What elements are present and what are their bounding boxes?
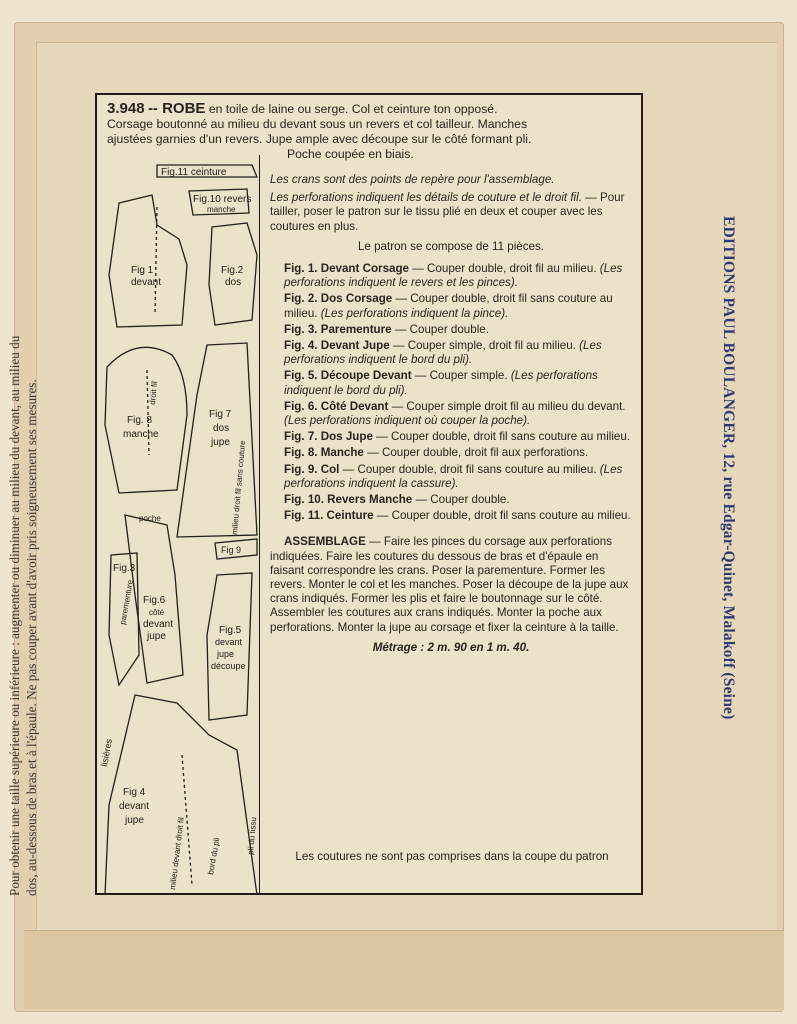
pattern-sheet (95, 93, 643, 895)
fig-text: — Couper simple. (414, 369, 508, 383)
fig-text: — Couper double, droit fil sans couture au milieu. (376, 430, 631, 444)
label-fig6b: côté (149, 608, 165, 617)
fig-item-10 (284, 493, 632, 507)
label-fig8b: manche (123, 429, 159, 440)
metrage: Métrage : 2 m. 90 en 1 m. 40. (372, 640, 530, 654)
size-instructions-line-2: dos, au-dessous de bras et à l'épaule. Ne pas couper avant d'avoir pris soigneusement ses mesures. (24, 379, 39, 896)
header-line-3: ajustées garnies d'un revers. Jupe ample avec découpe sur le côté formant pli. (107, 132, 532, 146)
fig-text: — Couper double. (394, 322, 489, 336)
label-fig8: Fig. 8 (127, 415, 153, 426)
fig-label: Fig. 2. Dos Corsage (284, 292, 393, 306)
assemblage-text: — Faire les pinces du corsage aux perforations indiquées. Faire les coutures du dessous de bras et d'épaule en faisant correspondre les crans. Poser la parementure. Former les revers. Monter le col et les manches. Poser la découpe de la jupe aux crans indiqués. Former les plis et faire le boutonnage sur le côté. Assembler les coutures aux crans indiqués. Monter la poche aux perforations. Monter la jupe au corsage et fixer la ceinture à la taille. (270, 535, 629, 634)
label-milieu-devant: milieu devant droit fil (168, 816, 186, 891)
pattern-header (107, 101, 632, 162)
size-instructions (6, 116, 86, 896)
fig-text: — Couper double, droit fil sans couture au milieu. (284, 292, 613, 320)
header-line-1: en toile de laine ou serge. Col et ceinture ton opposé. (208, 102, 498, 116)
fig-label: Fig. 6. Côté Devant (284, 399, 389, 413)
label-fig4c: jupe (125, 815, 144, 826)
label-poche: poche (139, 514, 161, 523)
fig-item-11 (284, 509, 632, 523)
fig-text: — Couper double, droit fil sans couture au milieu. (376, 509, 631, 523)
fig-note: (Les perforations indiquent le bord du pli). (284, 369, 598, 397)
label-fig7: Fig 7 (209, 409, 232, 420)
fig-text: — Couper simple droit fil au milieu du devant. (391, 399, 626, 413)
fig-label: Fig. 1. Devant Corsage (284, 262, 409, 276)
label-fig10: Fig.10 revers (193, 194, 252, 205)
fig-label: Fig. 7. Dos Jupe (284, 430, 373, 444)
fig-label: Fig. 9. Col (284, 462, 340, 476)
piece-fig1 (109, 195, 187, 327)
label-fig6: Fig.6 (143, 595, 166, 606)
label-bord-pli: bord du pli (206, 836, 222, 876)
label-fig3b: parementure (118, 579, 135, 626)
assemblage-label: ASSEMBLAGE (284, 535, 366, 549)
label-lisieres: lisières (99, 738, 114, 768)
fig-item-7 (284, 430, 632, 444)
pattern-title: -- ROBE (147, 100, 206, 117)
label-fig2b: dos (225, 277, 242, 288)
footer-note: Les coutures ne sont pas comprises dans la coupe du patron (295, 850, 609, 863)
fig-label: Fig. 3. Parementure (284, 322, 392, 336)
intro-italic-2: Les perforations indiquent les détails de couture et le droit fil. (270, 191, 582, 205)
publisher-address: EDITIONS PAUL BOULANGER, 12, rue Edgar-Quinet, Malakoff (Seine) (720, 216, 737, 720)
intro-italic-1: Les crans sont des points de repère pour l'assemblage. (270, 173, 555, 186)
pattern-number: 3.948 (107, 100, 145, 117)
label-fig6d: jupe (147, 631, 166, 642)
label-fig3: Fig.3 (113, 563, 136, 574)
label-milieu-dos: milieu droit fil sans couture (230, 440, 248, 536)
fig-item-1 (284, 262, 632, 290)
fig-note: (Les perforations indiquent le revers et les pinces). (284, 262, 623, 290)
header-line-2: Corsage boutonné au milieu du devant sous un revers et col tailleur. Manches (107, 117, 528, 131)
label-fig5: Fig.5 (219, 625, 242, 636)
label-fig5b: devant (215, 637, 243, 647)
envelope-bottom-fold (24, 930, 784, 1009)
fig-text: — Couper double, droit fil sans couture au milieu. (342, 462, 597, 476)
fig-item-9 (284, 463, 632, 491)
figure-list (270, 262, 632, 523)
label-fig7c: jupe (211, 437, 230, 448)
label-fig5c: jupe (217, 649, 235, 659)
label-droit-fil: droit fil (148, 380, 160, 406)
fig-item-4 (284, 339, 632, 367)
fig-text: — Couper simple, droit fil au milieu. (392, 339, 576, 353)
fig-label: Fig. 10. Revers Manche (284, 493, 413, 507)
fig-item-8 (284, 446, 632, 460)
grain-line-fig8 (147, 370, 149, 455)
pattern-diagram (97, 155, 260, 895)
label-fig6c: devant (143, 619, 174, 630)
fig-item-3 (284, 323, 632, 337)
pieces-count: Le patron se compose de 11 pièces. (357, 239, 545, 253)
fig-label: Fig. 5. Découpe Devant (284, 369, 412, 383)
fig-text: — Couper double, droit fil aux perforations. (367, 446, 589, 460)
fig-note: (Les perforations indiquent où couper la poche). (284, 414, 531, 428)
intro-plain: — Pour tailler, poser le patron sur le tissu plié en deux et couper avec les coutures en plus. (270, 191, 625, 233)
label-fig9: Fig 9 (221, 545, 242, 555)
fig-note: (Les perforations indiquent la pince). (320, 306, 509, 320)
label-fig10b: manche (207, 205, 236, 214)
fig-item-6 (284, 400, 632, 428)
fig-label: Fig. 8. Manche (284, 446, 364, 460)
assemblage-paragraph (270, 535, 632, 634)
header-line-4: Poche coupée en biais. (287, 147, 414, 161)
intro-paragraph (270, 191, 632, 234)
fig-item-2 (284, 292, 632, 320)
label-fig4: Fig 4 (123, 787, 146, 798)
label-fig2: Fig.2 (221, 265, 244, 276)
fig-text: — Couper double. (415, 493, 510, 507)
label-fig4b: devant (119, 801, 150, 812)
instructions (270, 173, 632, 659)
size-instructions-line-1: Pour obtenir une taille supérieure ou inférieure : augmenter ou diminuer au milieu du devant, au milieu du (7, 335, 22, 896)
fig-text: — Couper double, droit fil au milieu. (412, 262, 597, 276)
fig-note: (Les perforations indiquent le bord du pli). (284, 339, 602, 367)
label-fig7b: dos (213, 423, 230, 434)
fig-item-5 (284, 369, 632, 397)
fig-note: (Les perforations indiquent la cassure). (284, 462, 623, 490)
fig-label: Fig. 4. Devant Jupe (284, 339, 390, 353)
pattern-layout-drawing (97, 155, 260, 895)
label-fig1: Fig 1 (131, 265, 154, 276)
label-fig5d: découpe (211, 661, 246, 671)
label-pli-tissu: pli du tissu (246, 816, 259, 856)
fig-label: Fig. 11. Ceinture (284, 509, 374, 523)
label-fig1b: devant (131, 277, 162, 288)
label-fig11: Fig.11 ceinture (161, 167, 227, 178)
